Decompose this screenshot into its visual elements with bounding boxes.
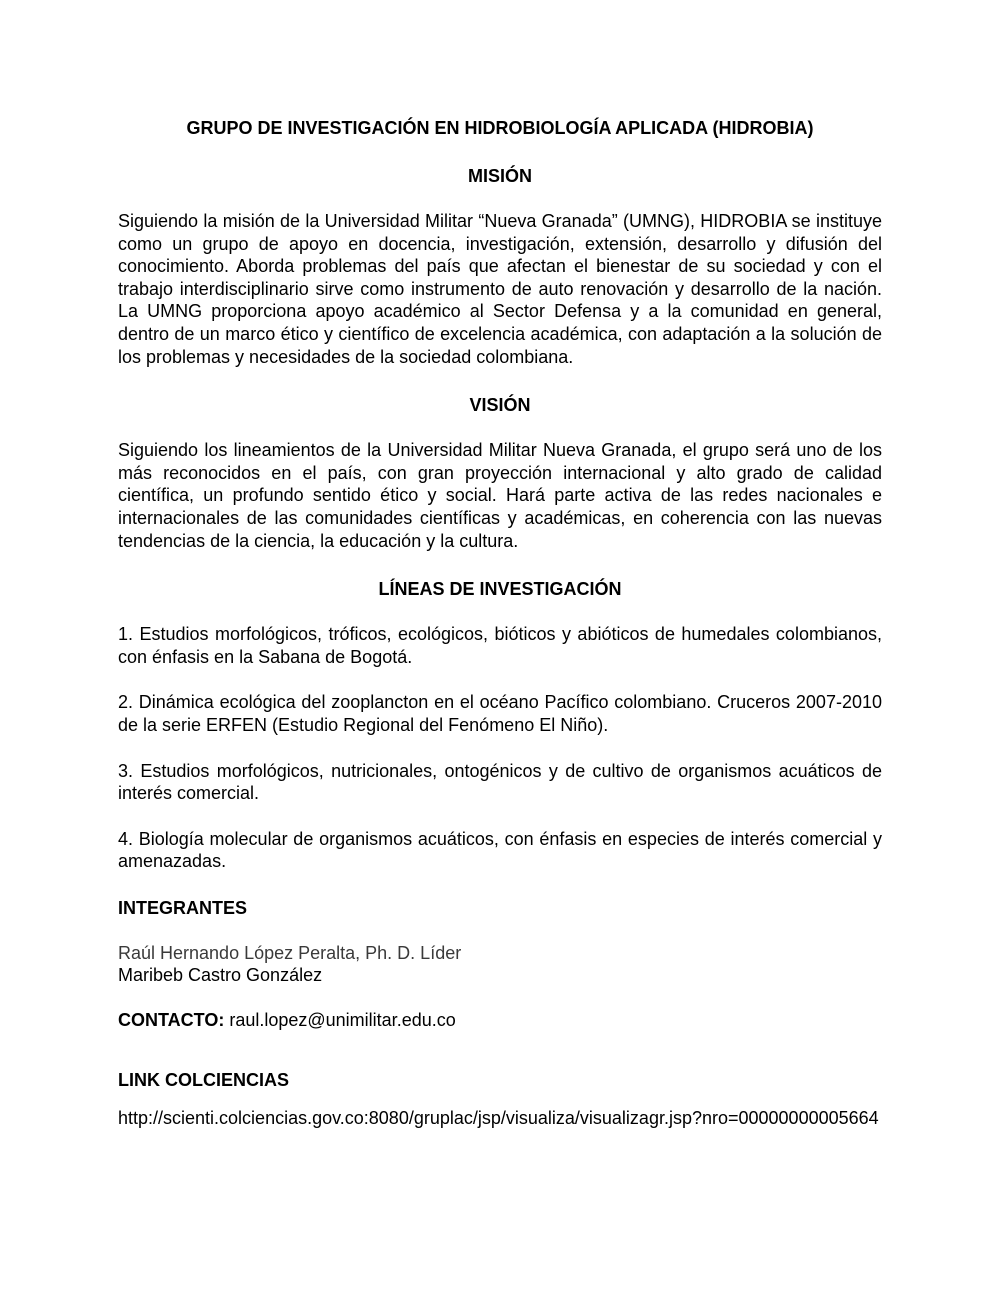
contacto-email[interactable]: raul.lopez@unimilitar.edu.co [229, 1010, 456, 1031]
lineas-heading: LÍNEAS DE INVESTIGACIÓN [378, 579, 622, 600]
document-page [118, 117, 882, 1129]
vision-heading: VISIÓN [469, 395, 531, 416]
vision-paragraph: Siguiendo los lineamientos de la Universidad Militar Nueva Granada, el grupo será uno de los más reconocidos en el país, con gran proyección internacional y alto grado de calidad científica, un profundo sentido ético y social. Hará parte activa de las redes nacionales e internacionales de las comunidades científicas y académicas, en coherencia con las nuevas tendencias de la ciencia, la educación y la cultura. [118, 440, 882, 551]
document-title: GRUPO DE INVESTIGACIÓN EN HIDROBIOLOGÍA APLICADA (HIDROBIA) [186, 118, 814, 138]
link-heading: LINK COLCIENCIAS [118, 1069, 289, 1090]
mision-heading: MISIÓN [467, 166, 532, 186]
colciencias-link[interactable]: http://scienti.colciencias.gov.co:8080/gruplac/jsp/visualiza/visualizagr.jsp?nro=00000000005664 [118, 1107, 879, 1128]
linea-item: 2. Dinámica ecológica del zooplancton en el océano Pacífico colombiano. Cruceros 2007-2010 de la serie ERFEN (Estudio Regional del Fenómeno El Niño). [118, 692, 882, 735]
integrante-item: Maribeb Castro González [118, 965, 323, 986]
integrantes-list [118, 942, 882, 987]
linea-item: 1. Estudios morfológicos, tróficos, ecológicos, bióticos y abióticos de humedales colombianos, con énfasis en la Sabana de Bogotá. [118, 624, 882, 667]
contacto-line [118, 1009, 882, 1032]
mision-paragraph: Siguiendo la misión de la Universidad Militar “Nueva Granada” (UMNG), HIDROBIA se instituye como un grupo de apoyo en docencia, investigación, extensión, desarrollo y difusión del conocimiento. Aborda problemas del país que afectan el bienestar de su sociedad y con el trabajo interdisciplinario sirve como instrumento de auto renovación y desarrollo de la nación. La UMNG proporciona apoyo académico al Sector Defensa y a la comunidad en general, dentro de un marco ético y científico de excelencia académica, con adaptación a la solución de los problemas y necesidades de la sociedad colombiana. [118, 211, 882, 367]
integrante-item: Raúl Hernando López Peralta, Ph. D. Líder [118, 942, 462, 963]
linea-item: 4. Biología molecular de organismos acuáticos, con énfasis en especies de interés comercial y amenazadas. [118, 828, 882, 872]
linea-item: 3. Estudios morfológicos, nutricionales, ontogénicos y de cultivo de organismos acuáticos de interés comercial. [118, 760, 882, 804]
contacto-label: CONTACTO: [118, 1010, 225, 1031]
integrantes-heading: INTEGRANTES [118, 897, 248, 918]
